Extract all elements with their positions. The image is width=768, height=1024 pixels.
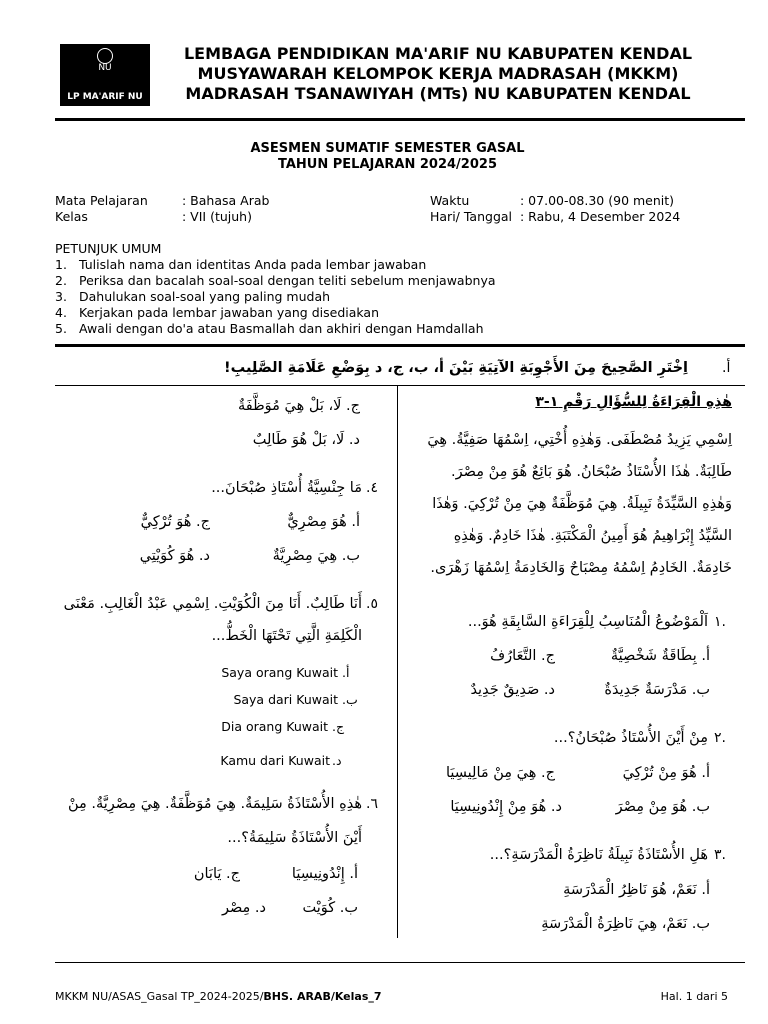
instruction-item — [55, 273, 715, 289]
q3-option-b[interactable]: ب. نَعَمْ، هِيَ نَاظِرَةُ الْمَدْرَسَةِ — [541, 916, 710, 932]
instruction-text: Dahulukan soal-soal yang paling mudah — [79, 289, 331, 304]
q2-option-b[interactable]: ب. هُوَ مِنْ مِصْرَ — [615, 799, 710, 815]
institution-line-2: MUSYAWARAH KELOMPOK KERJA MADRASAH (MKKM) — [197, 64, 679, 83]
section-divider — [55, 385, 745, 386]
q4-option-a[interactable]: أ. هُوَ مِصْرِيٌّ — [287, 514, 360, 530]
q1-option-c[interactable]: ج. التَّعَارُفُ — [490, 648, 555, 664]
q6-option-a[interactable]: أ. إِنْدُونِيسِيَا — [291, 866, 358, 882]
kelas-value: : VII (tujuh) — [182, 209, 252, 224]
q1-option-a[interactable]: أ. بِطَاقَةٌ شَخْصِيَّةٌ — [610, 648, 710, 664]
header-divider — [55, 118, 745, 121]
hari-label: Hari/ Tanggal — [430, 209, 513, 224]
q5-option-c-text[interactable]: Dia orang Kuwait — [221, 719, 328, 734]
q6-option-c[interactable]: ج. يَابَان — [193, 866, 240, 882]
footer-subject: BHS. ARAB/Kelas_7 — [263, 990, 382, 1003]
section-number: .أ — [722, 360, 731, 376]
institution-header — [168, 44, 708, 104]
reading-line: اِسْمِي يَزِيدُ مُصْطَفَى. وَهٰذِهِ أُخْتِي، اِسْمُهَا صَفِيَّةُ. هِيَ — [427, 432, 732, 448]
instruction-item — [55, 289, 715, 305]
q5-option-c-key: .ج — [332, 719, 345, 734]
general-instructions — [55, 241, 715, 337]
footer-divider — [55, 962, 745, 963]
q5-option-b-text[interactable]: Saya dari Kuwait — [233, 692, 338, 707]
q5-option-d-text[interactable]: Kamu dari Kuwait — [220, 753, 330, 768]
column-divider — [397, 386, 398, 938]
instruction-item — [55, 321, 715, 337]
exam-title — [55, 141, 720, 173]
waktu-value: : 07.00-08.30 (90 menit) — [520, 193, 675, 208]
q4-option-c[interactable]: ج. هُوَ تُرْكِيٌّ — [140, 514, 210, 530]
q3-option-c[interactable]: ج. لَا، بَلْ هِيَ مُوَظَّفَةٌ — [237, 398, 360, 414]
instructions-list — [55, 257, 715, 337]
exam-title-line-1: ASESMEN SUMATIF SEMESTER GASAL — [250, 141, 525, 156]
kelas-label: Kelas — [55, 209, 88, 224]
question-6-text-line-2: أَيْنَ الأُسْتَاذَةُ سَلِيمَةُ؟... — [227, 830, 362, 846]
reading-passage — [404, 424, 732, 584]
question-5-text-line-2: الْكَلِمَةِ الَّتِي تَحْتَهَا الْخَطُّ... — [211, 628, 362, 644]
mapel-label: Mata Pelajaran — [55, 193, 148, 208]
instruction-item — [55, 305, 715, 321]
section-instruction: اِخْتَرِ الصَّحِيحَ مِنَ الأَجْوِبَةِ الآتِيَةِ بَيْنَ أ، ب، ج، د بِوَضْعِ عَلَامَةِ الصَّلِيبِ! — [224, 360, 688, 376]
reading-line: وَهٰذِهِ السَّيِّدَةُ نَبِيلَةُ. هِيَ مُوَظَّفَةٌ هِيَ مِنْ تُرْكِيَ. وَهٰذَا — [432, 496, 732, 512]
nu-emblem-icon: NU — [98, 63, 112, 73]
exam-meta — [55, 193, 745, 229]
q5-option-d-key: .د — [332, 753, 342, 768]
instruction-text: Kerjakan pada lembar jawaban yang disediakan — [79, 305, 379, 320]
reading-line: خَادِمَةٌ. الخَادِمُ اِسْمُهُ مِصْبَاحٌ وَالخَادِمَةُ اِسْمُهَا زَهْرَى. — [430, 560, 732, 576]
instruction-text: Periksa dan bacalah soal-soal dengan teliti sebelum menjawabnya — [79, 273, 496, 288]
q5-option-b-key: .ب — [342, 692, 358, 707]
question-6-text-line-1: هٰذِهِ الأُسْتَاذَةُ سَلِيمَةٌ. هِيَ مُوَظَّفَةٌ. هِيَ مِصْرِيَّةٌ. مِنْ — [67, 796, 362, 812]
mapel-value: : Bahasa Arab — [182, 193, 270, 208]
question-3-text: هَلِ الأُسْتَاذَةُ نَبِيلَةُ نَاظِرَةُ الْمَدْرَسَةِ؟... — [489, 847, 708, 863]
instruction-text: Tulislah nama dan identitas Anda pada lembar jawaban — [79, 257, 427, 272]
footer-code: MKKM NU/ASAS_Gasal TP_2024-2025/ — [55, 990, 264, 1003]
lp-maarif-logo — [60, 44, 150, 106]
q3-option-a[interactable]: أ. نَعَمْ، هُوَ نَاظِرُ الْمَدْرَسَةِ — [563, 882, 710, 898]
instruction-number: 3. — [55, 289, 67, 304]
logo-caption: LP MA'ARIF NU — [67, 92, 143, 102]
reading-heading: هٰذِهِ الْقِرَاءَةُ لِلسُّؤَالِ رَقْمِ ١-٣ — [535, 394, 732, 410]
question-5-text-line-1: أَنَا طَالِبٌ. أَنَا مِنَ الْكُوَيْتِ. اِسْمِي عَبْدُ الْغَالِبِ. مَعْنَى — [63, 596, 362, 612]
institution-line-3: MADRASAH TSANAWIYAH (MTs) NU KABUPATEN KENDAL — [185, 84, 691, 103]
question-2-number: ٢. — [714, 730, 726, 746]
question-6-number: .٦ — [366, 796, 378, 812]
instruction-number: 2. — [55, 273, 67, 288]
footer-left — [55, 990, 382, 1003]
q5-option-a-key: .أ — [342, 665, 350, 680]
instruction-number: 4. — [55, 305, 67, 320]
q6-option-b[interactable]: ب. كُوَيْت — [302, 900, 358, 916]
page-number: Hal. 1 dari 5 — [660, 990, 728, 1003]
instruction-number: 5. — [55, 321, 67, 336]
exam-title-line-2: TAHUN PELAJARAN 2024/2025 — [277, 157, 497, 172]
q2-option-c[interactable]: ج. هِيَ مِنْ مَالِيسِيَا — [445, 765, 555, 781]
instruction-text: Awali dengan do'a atau Basmallah dan akhiri dengan Hamdallah — [79, 321, 484, 336]
question-4-text: مَا جِنْسِيَّةُ أُسْتَاذِ صُبْحَانَ... — [211, 480, 362, 496]
question-1-number: ١. — [714, 614, 726, 630]
q6-option-d[interactable]: د. مِصْر — [221, 900, 266, 916]
question-5-number: .٥ — [366, 596, 378, 612]
instructions-title: PETUNJUK UMUM — [55, 241, 162, 256]
question-3-number: ٣. — [714, 847, 726, 863]
q2-option-a[interactable]: أ. هُوَ مِنْ تُرْكِيَ — [622, 765, 710, 781]
q3-option-d[interactable]: د. لَا، بَلْ هُوَ طَالِبٌ — [252, 432, 360, 448]
instruction-item — [55, 257, 715, 273]
q1-option-b[interactable]: ب. مَدْرَسَةٌ جَدِيدَةٌ — [604, 682, 710, 698]
q4-option-b[interactable]: ب. هِيَ مِصْرِيَّةٌ — [272, 548, 360, 564]
question-4-number: .٤ — [366, 480, 378, 496]
waktu-label: Waktu — [430, 193, 470, 208]
q2-option-d[interactable]: د. هُوَ مِنْ إِنْدُونِيسِيَا — [450, 799, 562, 815]
question-1-text: اَلْمَوْضُوعُ الْمُنَاسِبُ لِلْقِرَاءَةِ السَّابِقَةِ هُوَ... — [467, 614, 708, 630]
hari-value: : Rabu, 4 Desember 2024 — [520, 209, 681, 224]
question-2-text: مِنْ أَيْنَ الأُسْتَاذُ صُبْحَانُ؟... — [553, 730, 708, 746]
instruction-number: 1. — [55, 257, 67, 272]
instructions-divider — [55, 344, 745, 347]
q4-option-d[interactable]: د. هُوَ كُوَيْتِي — [139, 548, 210, 564]
q1-option-d[interactable]: د. صَدِيقٌ جَدِيدٌ — [470, 682, 555, 698]
reading-line: طَالِبَةٌ. هٰذَا الأُسْتَاذُ صُبْحَانُ. هُوَ بَائِعٌ هُوَ مِنْ مِصْرَ. — [451, 464, 732, 480]
institution-line-1: LEMBAGA PENDIDIKAN MA'ARIF NU KABUPATEN KENDAL — [183, 44, 693, 63]
reading-line: السَّيِّدُ إِبْرَاهِيمُ هُوَ أَمِينُ الْمَكْتَبَةِ. هٰذَا خَادِمٌ. وَهٰذِهِ — [453, 528, 732, 544]
q5-option-a-text[interactable]: Saya orang Kuwait — [221, 665, 338, 680]
